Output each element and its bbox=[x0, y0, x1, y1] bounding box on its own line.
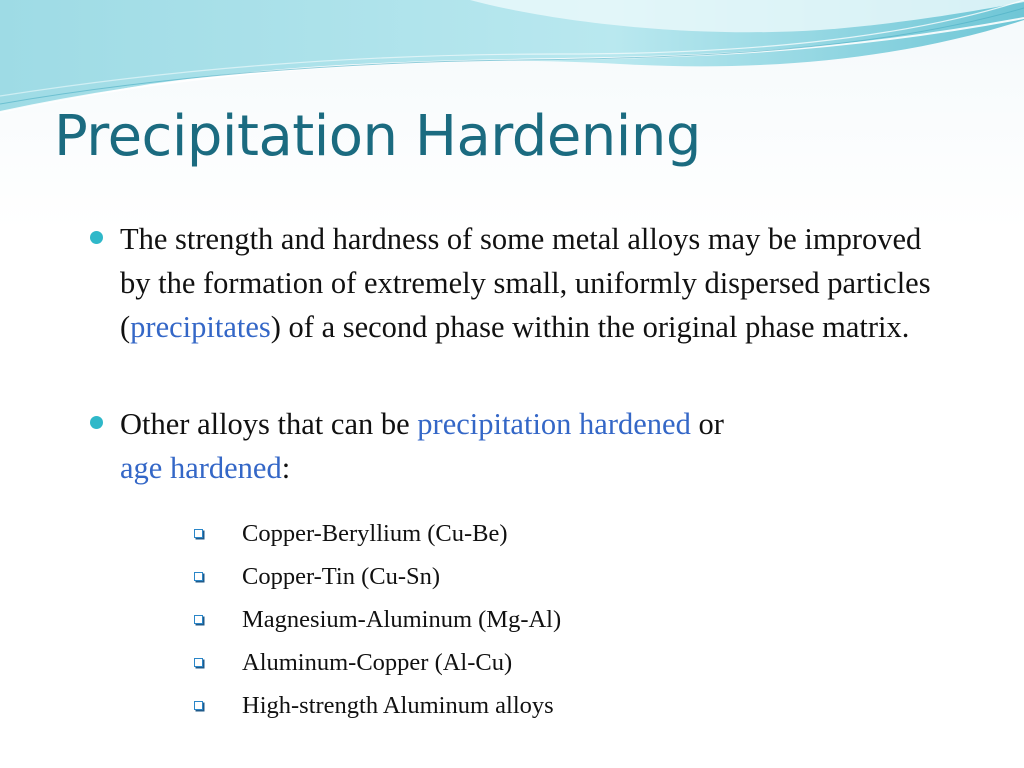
bullet-text-part: ) of a second phase within the original phase matrix. bbox=[270, 310, 910, 344]
alloy-name: Copper-Beryllium (Cu-Be) bbox=[242, 520, 508, 547]
bullet-text bbox=[120, 402, 950, 490]
bullet-point-definition bbox=[90, 217, 950, 349]
highlight-term-age-hardened: age hardened bbox=[120, 451, 282, 485]
checkbox-square-icon bbox=[194, 658, 203, 667]
bullet-text bbox=[120, 217, 950, 349]
highlight-term-precipitation-hardened: precipitation hardened bbox=[417, 407, 691, 441]
checkbox-square-icon bbox=[194, 701, 203, 710]
checkbox-square-icon bbox=[194, 572, 203, 581]
alloy-name: High-strength Aluminum alloys bbox=[242, 692, 554, 719]
bullet-point-other-alloys bbox=[90, 402, 950, 490]
alloy-name: Magnesium-Aluminum (Mg-Al) bbox=[242, 606, 562, 633]
highlight-term-precipitates: precipitates bbox=[130, 310, 271, 344]
bullet-text-part: Other alloys that can be bbox=[120, 407, 418, 441]
bullet-text-part: or bbox=[690, 407, 724, 441]
bullet-text-part: : bbox=[281, 451, 291, 485]
slide-title: Precipitation Hardening bbox=[54, 104, 701, 169]
alloy-name: Copper-Tin (Cu-Sn) bbox=[242, 563, 441, 590]
bullet-text-part: The strength and hardness of some metal alloys may be improved by the formation of extremely small, uniformly dispersed particles ( bbox=[120, 222, 931, 344]
decorative-wave-header bbox=[0, 0, 1024, 120]
bullet-dot-icon bbox=[90, 416, 103, 429]
alloy-name: Aluminum-Copper (Al-Cu) bbox=[242, 649, 513, 676]
checkbox-square-icon bbox=[194, 615, 203, 624]
bullet-dot-icon bbox=[90, 231, 103, 244]
checkbox-square-icon bbox=[194, 529, 203, 538]
